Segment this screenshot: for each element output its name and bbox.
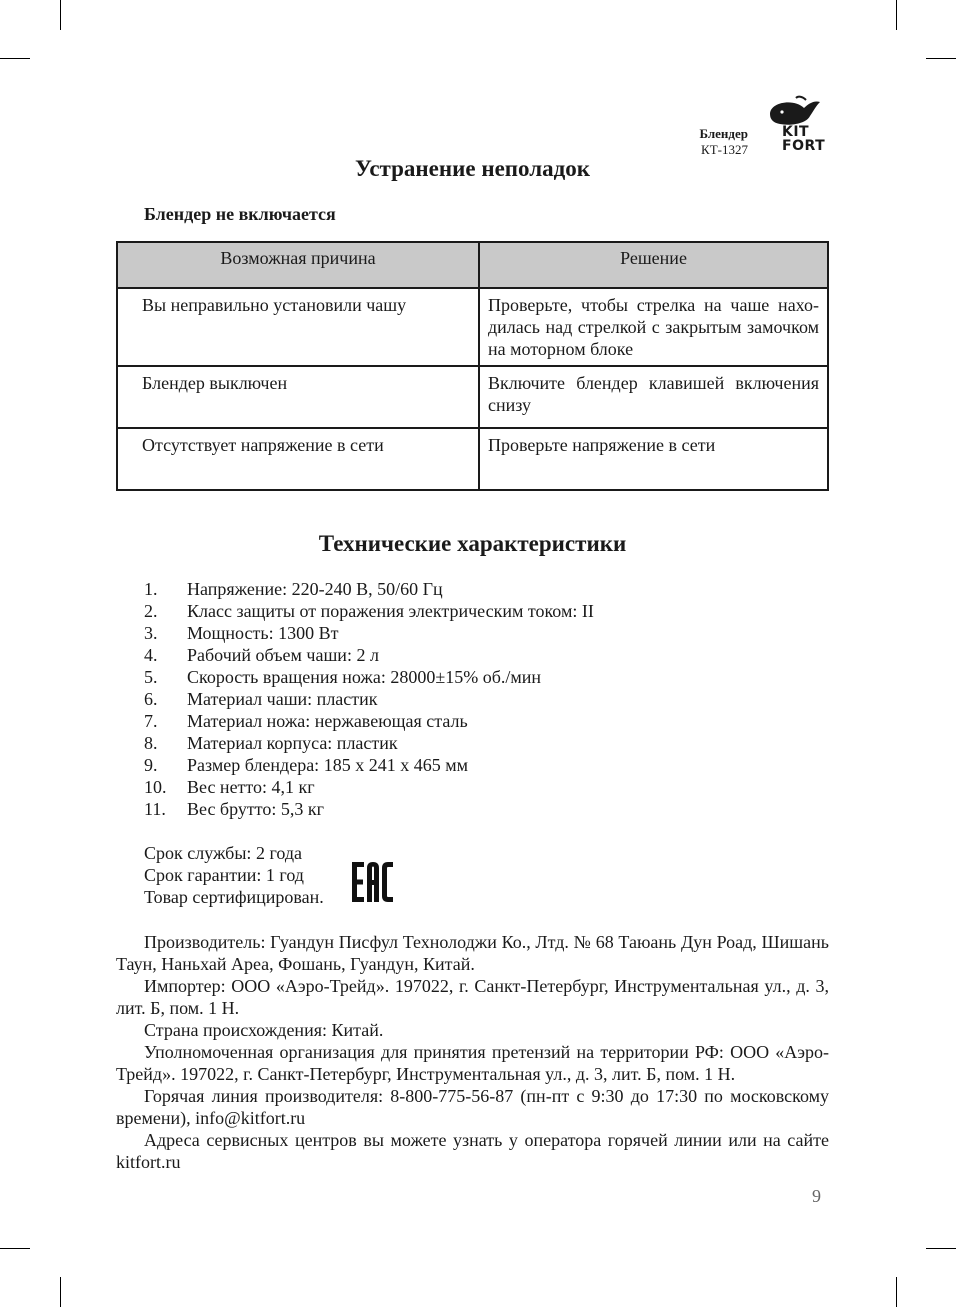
item-text: Материал корпуса: пластик (187, 733, 398, 753)
item-number: 7. (144, 711, 158, 731)
crop-mark (60, 0, 61, 30)
service-info (144, 842, 324, 908)
table-row (117, 288, 828, 366)
hotline: Горячая линия производителя: 8-800-775-56-87 (пн-пт с 9:30 до 17:30 по московскому времени), info@kitfort.ru (116, 1086, 829, 1128)
crop-mark (0, 1248, 30, 1249)
item-number: 9. (144, 755, 158, 775)
item-number: 4. (144, 645, 158, 665)
crop-mark (926, 58, 956, 59)
list-item (144, 600, 594, 622)
item-text: Класс защиты от поражения электрическим током: II (187, 601, 594, 621)
specs-list (144, 578, 594, 820)
column-header-solution: Решение (479, 242, 828, 288)
item-number: 11. (144, 799, 166, 819)
origin-country: Страна происхождения: Китай. (144, 1020, 384, 1040)
list-item (144, 710, 594, 732)
crop-mark (926, 1248, 956, 1249)
item-text: Материал чаши: пластик (187, 689, 378, 709)
model-number: КТ-1327 (701, 142, 748, 157)
brand-line-1: KIT (782, 124, 810, 140)
item-number: 1. (144, 579, 158, 599)
item-text: Мощность: 1300 Вт (187, 623, 339, 643)
importer: Импортер: ООО «Аэро-Трейд». 197022, г. Санкт-Петербург, Инструментальная ул., д. 3, лит. Б, пом. 1 Н. (116, 976, 829, 1018)
list-item (144, 622, 594, 644)
manufacturer-info (116, 931, 829, 1173)
list-item (144, 798, 594, 820)
item-text: Вес нетто: 4,1 кг (187, 777, 315, 797)
specs-title: Технические характеристики (318, 531, 627, 556)
troubleshooting-subtitle: Блендер не включается (144, 204, 336, 224)
list-item (144, 578, 594, 600)
list-item (144, 732, 594, 754)
item-text: Материал ножа: нержавеющая сталь (187, 711, 468, 731)
item-number: 6. (144, 689, 158, 709)
crop-mark (896, 0, 897, 30)
brand-line-2: FORT (782, 138, 826, 154)
crop-mark (896, 1277, 897, 1307)
list-item (144, 776, 594, 798)
solution-cell: Включите блендер клавишей включения снизу (479, 366, 828, 428)
item-text: Размер блендера: 185 x 241 x 465 мм (187, 755, 468, 775)
item-text: Вес брутто: 5,3 кг (187, 799, 324, 819)
item-number: 2. (144, 601, 158, 621)
troubleshooting-table (116, 241, 829, 491)
item-number: 3. (144, 623, 158, 643)
crop-mark (60, 1277, 61, 1307)
item-text: Напряжение: 220-240 В, 50/60 Гц (187, 579, 443, 599)
service-centers: Адреса сервисных центров вы можете узнать у оператора горячей линии или на сайте kitfort.ru (116, 1130, 829, 1172)
item-text: Рабочий объем чаши: 2 л (187, 645, 379, 665)
manufacturer: Производитель: Гуандун Писфул Технолоджи Ко., Лтд. № 68 Таюань Дун Роад, Шишань Таун, Наньхай Ареа, Фошань, Гуандун, Китай. (116, 932, 829, 974)
list-item (144, 688, 594, 710)
certified-note: Товар сертифицирован. (144, 887, 324, 907)
item-number: 10. (144, 777, 167, 797)
column-header-cause: Возможная причина (117, 242, 479, 288)
product-name: Блендер (699, 126, 748, 141)
page-number: 9 (812, 1186, 821, 1206)
cause-cell: Вы неправильно установили чашу (117, 288, 479, 366)
item-number: 5. (144, 667, 158, 687)
eac-certification-icon (352, 860, 394, 904)
list-item (144, 754, 594, 776)
list-item (144, 666, 594, 688)
item-number: 8. (144, 733, 158, 753)
table-row (117, 428, 828, 490)
table-header-row (117, 242, 828, 288)
solution-cell: Проверьте, чтобы стрелка на чаше находилась над стрелкой с закрытым замочком на моторном блоке (479, 288, 828, 366)
item-text: Скорость вращения ножа: 28000±15% об./мин (187, 667, 542, 687)
service-life: Срок службы: 2 года (144, 843, 303, 863)
troubleshooting-title: Устранение неполадок (354, 156, 591, 181)
cause-cell: Блендер выключен (117, 366, 479, 428)
authorized-organization: Уполномоченная организация для принятия претензий на территории РФ: ООО «Аэро-Трейд». 197022, г. Санкт-Петербург, Инструментальная ул., д. 3, лит. Б, пом. 1 Н. (116, 1042, 829, 1084)
header-model (660, 126, 748, 158)
list-item (144, 644, 594, 666)
solution-cell: Проверьте напряжение в сети (479, 428, 828, 490)
table-row (117, 366, 828, 428)
crop-mark (0, 58, 30, 59)
cause-cell: Отсутствует напряжение в сети (117, 428, 479, 490)
warranty-period: Срок гарантии: 1 год (144, 865, 304, 885)
brand-logo (782, 125, 825, 153)
